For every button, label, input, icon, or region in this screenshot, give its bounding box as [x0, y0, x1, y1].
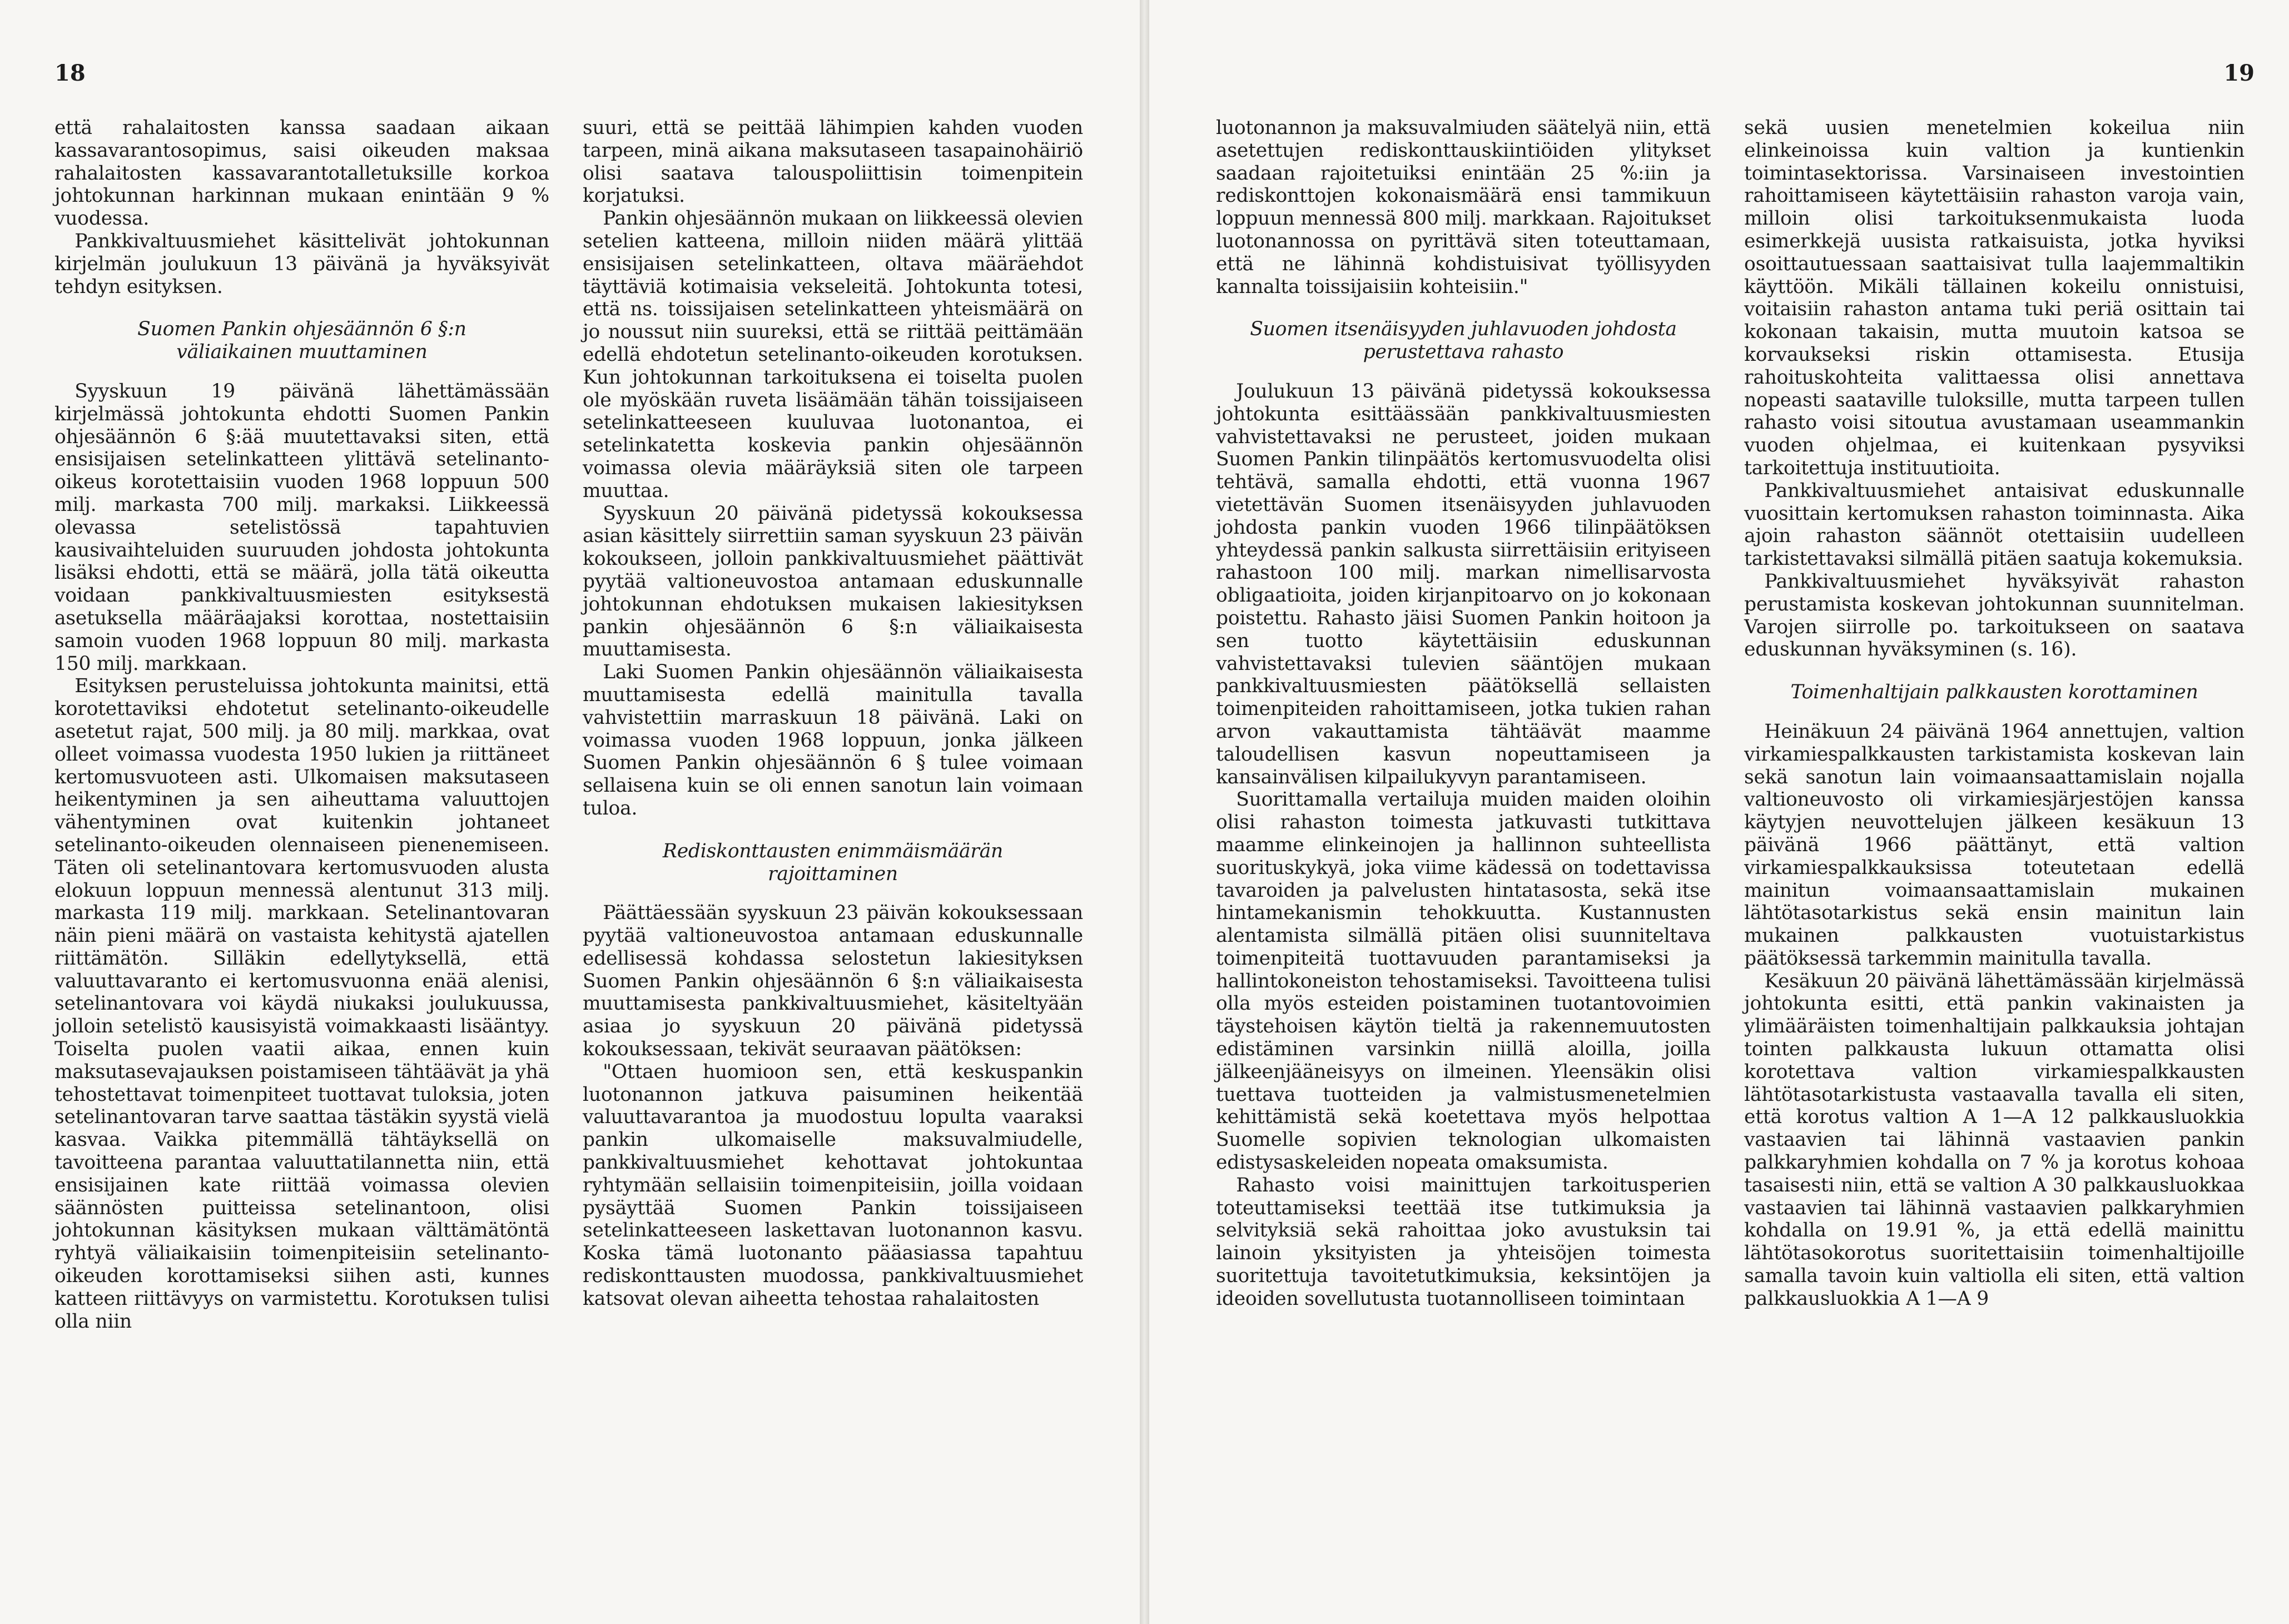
paragraph: Pankkivaltuusmiehet antaisivat eduskunnalle vuosittain kertomuksen rahaston toiminnasta. Aika ajoin rahaston säännöt otettaisiin uudelleen tarkistettavaksi silmällä pitäen saatuja kokemuksia. [1744, 479, 2245, 570]
paragraph: Pankkivaltuusmiehet käsittelivät johtokunnan kirjelmän joulukuun 13 päivänä ja hyväksyivät tehdyn esityksen. [54, 230, 549, 298]
page-number-right: 19 [2223, 60, 2255, 86]
paragraph: Heinäkuun 24 päivänä 1964 annettujen, valtion virkamiespalkkausten tarkistamista koskevan lain sekä sanotun lain voimaansaattamislain nojalla valtioneuvosto oli virkamiesjärjestöjen kanssa käytyjen neuvottelujen jälkeen kesäkuun 13 päivänä 1966 päättänyt, että valtion virkamiespalkkauksissa toteutetaan edellä mainitun voimaansaattamislain mukainen lähtötasotarkistus sekä ensin mainitun lain mukainen palkkausten vuotuistarkistus päätöksessä tarkemmin mainitulla tavalla. [1744, 720, 2245, 970]
section-heading: Suomen Pankin ohjesäännön 6 §:n väliaikainen muuttaminen [137, 318, 466, 364]
right-page [1149, 0, 2289, 1624]
paragraph: sekä uusien menetelmien kokeilua niin elinkeinoissa kuin valtion ja kuntienkin toimintasektorissa. Varsinaiseen investointien rahoittamiseen käytettäisiin rahaston varoja vain, milloin olisi tarkoituksenmukaista luoda esimerkkejä uusista ratkaisuista, jotka hyviksi osoittautuessaan saattaisivat tulla laajemmaltikin käyttöön. Mikäli tällainen kokeilu onnistuisi, voitaisiin rahaston antama tuki periä osittain tai kokonaan takaisin, mutta muutoin katsoa se korvaukseksi riskin ottamisesta. Etusija rahoituskohteita valittaessa olisi annettava nopeasti saataville tuloksille, mutta tarpeen tullen rahasto voisi sitoutua avustamaan useammankin vuoden ohjelmaa, ei kuitenkaan pysyviksi tarkoitettuja instituutioita. [1744, 117, 2245, 479]
section-heading: Suomen itsenäisyyden juhlavuoden johdosta perustettava rahasto [1250, 318, 1677, 364]
paragraph: Syyskuun 20 päivänä pidetyssä kokouksessa asian käsittely siirrettiin saman syyskuun 23 päivän kokoukseen, jolloin pankkivaltuusmiehet päättivät pyytää valtioneuvostoa antamaan eduskunnalle johtokunnan ehdotuksen mukaisen lakiesityksen pankin ohjesäännön 6 §:n väliaikaisesta muuttamisesta. [583, 502, 1083, 661]
paragraph: Syyskuun 19 päivänä lähettämässään kirjelmässä johtokunta ehdotti Suomen Pankin ohjesäännön 6 §:ää muutettavaksi siten, että ensisijaisen setelinkatteen ylittävä setelinanto-oikeus korotettaisiin vuoden 1968 loppuun 500 milj. markasta 700 milj. markaksi. Liikkeessä olevassa setelistössä tapahtuvien kausivaihteluiden suuruuden johdosta johtokunta lisäksi ehdotti, että se määrä, jolla tätä oikeutta voidaan pankkivaltuusmiesten esityksestä asetuksella määräajaksi korottaa, nostettaisiin samoin vuoden 1968 loppuun 80 milj. markasta 150 milj. markkaan. [54, 380, 549, 675]
section-heading: Toimenhaltijain palkkausten korottaminen [1790, 681, 2198, 704]
column-2 [583, 117, 1083, 1310]
column-4 [1744, 117, 2245, 1310]
column-1 [54, 117, 549, 1333]
paragraph: luotonannon ja maksuvalmiuden säätelyä niin, että asetettujen rediskonttauskiintiöiden ylitykset saadaan rajoitetuiksi enintään 25 %:iin ja rediskonttojen kokonaismäärä ensi tammikuun loppuun mennessä 800 milj. markkaan. Rajoitukset luotonannossa on pyrittävä siten toteuttamaan, että ne lähinnä kohdistuisivat työllisyyden kannalta toissijaisiin kohteisiin." [1216, 117, 1711, 298]
paragraph: Kesäkuun 20 päivänä lähettämässään kirjelmässä johtokunta esitti, että pankin vakinaisten ja ylimääräisten toimenhaltijain palkkauksia johtajan tointen palkkausta lukuun ottamatta olisi korotettava valtion virkamiespalkkausten lähtötasotarkistusta vastaavalla tavalla eli siten, että korotus valtion A 1—A 12 palkkausluokkia vastaavien tai lähinnä vastaavien pankin palkkaryhmien kohdalla on 7 % ja korotus kohoaa tasaisesti niin, että se valtion A 30 palkkausluokkaa vastaavien tai lähinnä vastaavien palkkaryhmien kohdalla on 19.91 %, ja että edellä mainittu lähtötasokorotus suoritettaisiin toimenhaltijoille samalla tavoin kuin valtiolla eli siten, että valtion palkkausluokkia A 1—A 9 [1744, 970, 2245, 1310]
left-page [0, 0, 1140, 1624]
paragraph: Rahasto voisi mainittujen tarkoitusperien toteuttamiseksi teettää itse tutkimuksia ja selvityksiä sekä rahoittaa joko avustuksin tai lainoin yksityisten ja yhteisöjen toimesta suoritettuja tavoitetutkimuksia, keksintöjen ja ideoiden sovellutusta tuotannolliseen toimintaan [1216, 1174, 1711, 1310]
page-number-left: 18 [54, 60, 86, 86]
paragraph: Päättäessään syyskuun 23 päivän kokouksessaan pyytää valtioneuvostoa antamaan eduskunnalle edellisessä kohdassa selostetun lakiesityksen Suomen Pankin ohjesäännön 6 §:n väliaikaisesta muuttamisesta pankkivaltuusmiehet, käsiteltyään asiaa jo syyskuun 20 päivänä pidetyssä kokouksessaan, tekivät seuraavan päätöksen: [583, 902, 1083, 1061]
paragraph: Esityksen perusteluissa johtokunta mainitsi, että korotettaviksi ehdotetut setelinanto-oikeudelle asetetut rajat, 500 milj. ja 80 milj. markkaa, ovat olleet voimassa vuodesta 1950 lukien ja riittäneet kertomusvuoteen asti. Ulkomaisen maksutaseen heikentyminen ja sen aiheuttama valuuttojen vähentyminen ovat kuitenkin johtaneet setelinanto-oikeuden olennaiseen pienenemiseen. Täten oli setelinantovara kertomusvuoden alusta elokuun loppuun mennessä alentunut 313 milj. markasta 119 milj. markkaan. Setelinantovaran näin pieni määrä on vastaista kehitystä ajatellen riittämätön. Silläkin edellytyksellä, että valuuttavaranto ei kertomusvuonna enää alenisi, setelinantovara voi käydä niukaksi joulukuussa, jolloin setelistö kausisyistä voimakkaasti lisääntyy. Toiselta puolen vaatii aikaa, ennen kuin maksutasevajauksen poistamiseen tähtäävät ja yhä tehostettavat toimenpiteet tuottavat tuloksia, joten setelinantovaran tarve saattaa tästäkin syystä vielä kasvaa. Vaikka pitemmällä tähtäyksellä on tavoitteena parantaa valuuttatilannetta niin, että ensisijainen kate riittää voimassa olevien säännösten puitteissa setelinantoon, olisi johtokunnan käsityksen mukaan välttämätöntä ryhtyä väliaikaisiin toimenpiteisiin setelinanto-oikeuden korottamiseksi siihen asti, kunnes katteen riittävyys on varmistettu. Korotuksen tulisi olla niin [54, 675, 549, 1333]
book-gutter [1140, 0, 1149, 1624]
quote-paragraph: "Ottaen huomioon sen, että keskuspankin luotonannon jatkuva paisuminen heikentää valuuttavarantoa ja muodostuu lopulta vaaraksi pankin ulkomaiselle maksuvalmiudelle, pankkivaltuusmiehet kehottavat johtokuntaa ryhtymään sellaisiin toimenpiteisiin, joilla voidaan pysäyttää Suomen Pankin toissijaiseen setelinkatteeseen laskettavan luotonannon kasvu. Koska tämä luotonanto pääasiassa tapahtuu rediskonttausten muodossa, pankkivaltuusmiehet katsovat olevan aiheetta tehostaa rahalaitosten [583, 1060, 1083, 1310]
paragraph: että rahalaitosten kanssa saadaan aikaan kassavarantosopimus, saisi oikeuden maksaa rahalaitosten kassavarantotalletuksille korkoa johtokunnan harkinnan mukaan enintään 9 % vuodessa. [54, 117, 549, 230]
column-3 [1216, 117, 1711, 1310]
section-heading: Rediskonttausten enimmäismäärän rajoittaminen [662, 840, 1004, 885]
paragraph: Pankkivaltuusmiehet hyväksyivät rahaston perustamista koskevan johtokunnan suunnitelman. Varojen siirrolle po. tarkoitukseen on saatava eduskunnan hyväksyminen (s. 16). [1744, 570, 2245, 661]
paragraph: Suorittamalla vertailuja muiden maiden oloihin olisi rahaston toimesta jatkuvasti tutkittava maamme elinkeinojen ja hallinnon suhteellista suorituskykyä, joka viime kädessä on todettavissa tavaroiden ja palvelusten hintatasosta, sekä itse hintamekanismin tehokkuutta. Kustannusten alentamista silmällä pitäen olisi suunniteltava toimenpiteitä tuottavuuden parantamiseksi ja hallintokoneiston tehostamiseksi. Tavoitteena tulisi olla myös esteiden poistaminen tuotantovoimien täystehoisen käytön tieltä ja rakennemuutosten edistäminen varsinkin niillä aloilla, joilla jälkeenjääneisyys on ilmeinen. Yleensäkin olisi tuettava tuotteiden ja valmistusmenetelmien kehittämistä sekä koetettava myös helpottaa Suomelle sopivien teknologian ulkomaisten edistysaskeleiden nopeata omaksumista. [1216, 788, 1711, 1174]
paragraph: Pankin ohjesäännön mukaan on liikkeessä olevien setelien katteena, milloin niiden määrä ylittää ensisijaisen setelinkatteen, oltava määräehdot täyttäviä kotimaisia vekseleitä. Johtokunta totesi, että ns. toissijaisen setelinkatteen yhteismäärä on jo noussut niin suureksi, että se riittää peittämään edellä ehdotetun setelinanto-oikeuden korotuksen. Kun johtokunnan tarkoituksena ei toiselta puolen ole myöskään ruveta lisäämään tähän toissijaiseen setelinkatteeseen kuuluvaa luotonantoa, ei setelinkatetta koskevia pankin ohjesäännön voimassa olevia määräyksiä siten ole tarpeen muuttaa. [583, 207, 1083, 502]
paragraph: Joulukuun 13 päivänä pidetyssä kokouksessa johtokunta esittäässään pankkivaltuusmiesten vahvistettavaksi ne perusteet, joiden mukaan Suomen Pankin tilinpäätös kertomusvuodelta olisi tehtävä, samalla ehdotti, että vuonna 1967 vietettävän Suomen itsenäisyyden juhlavuoden johdosta pankin vuoden 1966 tilinpäätöksen yhteydessä pankin salkusta siirrettäisiin erityiseen rahastoon 100 milj. markan nimellisarvosta obligaatioita, joiden kirjanpitoarvo on jo kokonaan poistettu. Rahasto jäisi Suomen Pankin hoitoon ja sen tuotto käytettäisiin eduskunnan vahvistettavaksi tulevien sääntöjen mukaan pankkivaltuusmiesten päätöksellä sellaisten toimenpiteiden rahoittamiseen, jotka tukien rahan arvon vakauttamista tähtäävät maamme taloudellisen kasvun nopeuttamiseen ja kansainvälisen kilpailukyvyn parantamiseen. [1216, 380, 1711, 788]
paragraph: Laki Suomen Pankin ohjesäännön väliaikaisesta muuttamisesta edellä mainitulla tavalla vahvistettiin marraskuun 18 päivänä. Laki on voimassa vuoden 1968 loppuun, jonka jälkeen Suomen Pankin ohjesäännön 6 § tulee voimaan sellaisena kuin se oli ennen sanotun lain voimaan tuloa. [583, 661, 1083, 820]
paragraph: suuri, että se peittää lähimpien kahden vuoden tarpeen, minä aikana maksutaseen tasapainohäiriö olisi saatava talouspoliittisin toimenpitein korjatuksi. [583, 117, 1083, 207]
